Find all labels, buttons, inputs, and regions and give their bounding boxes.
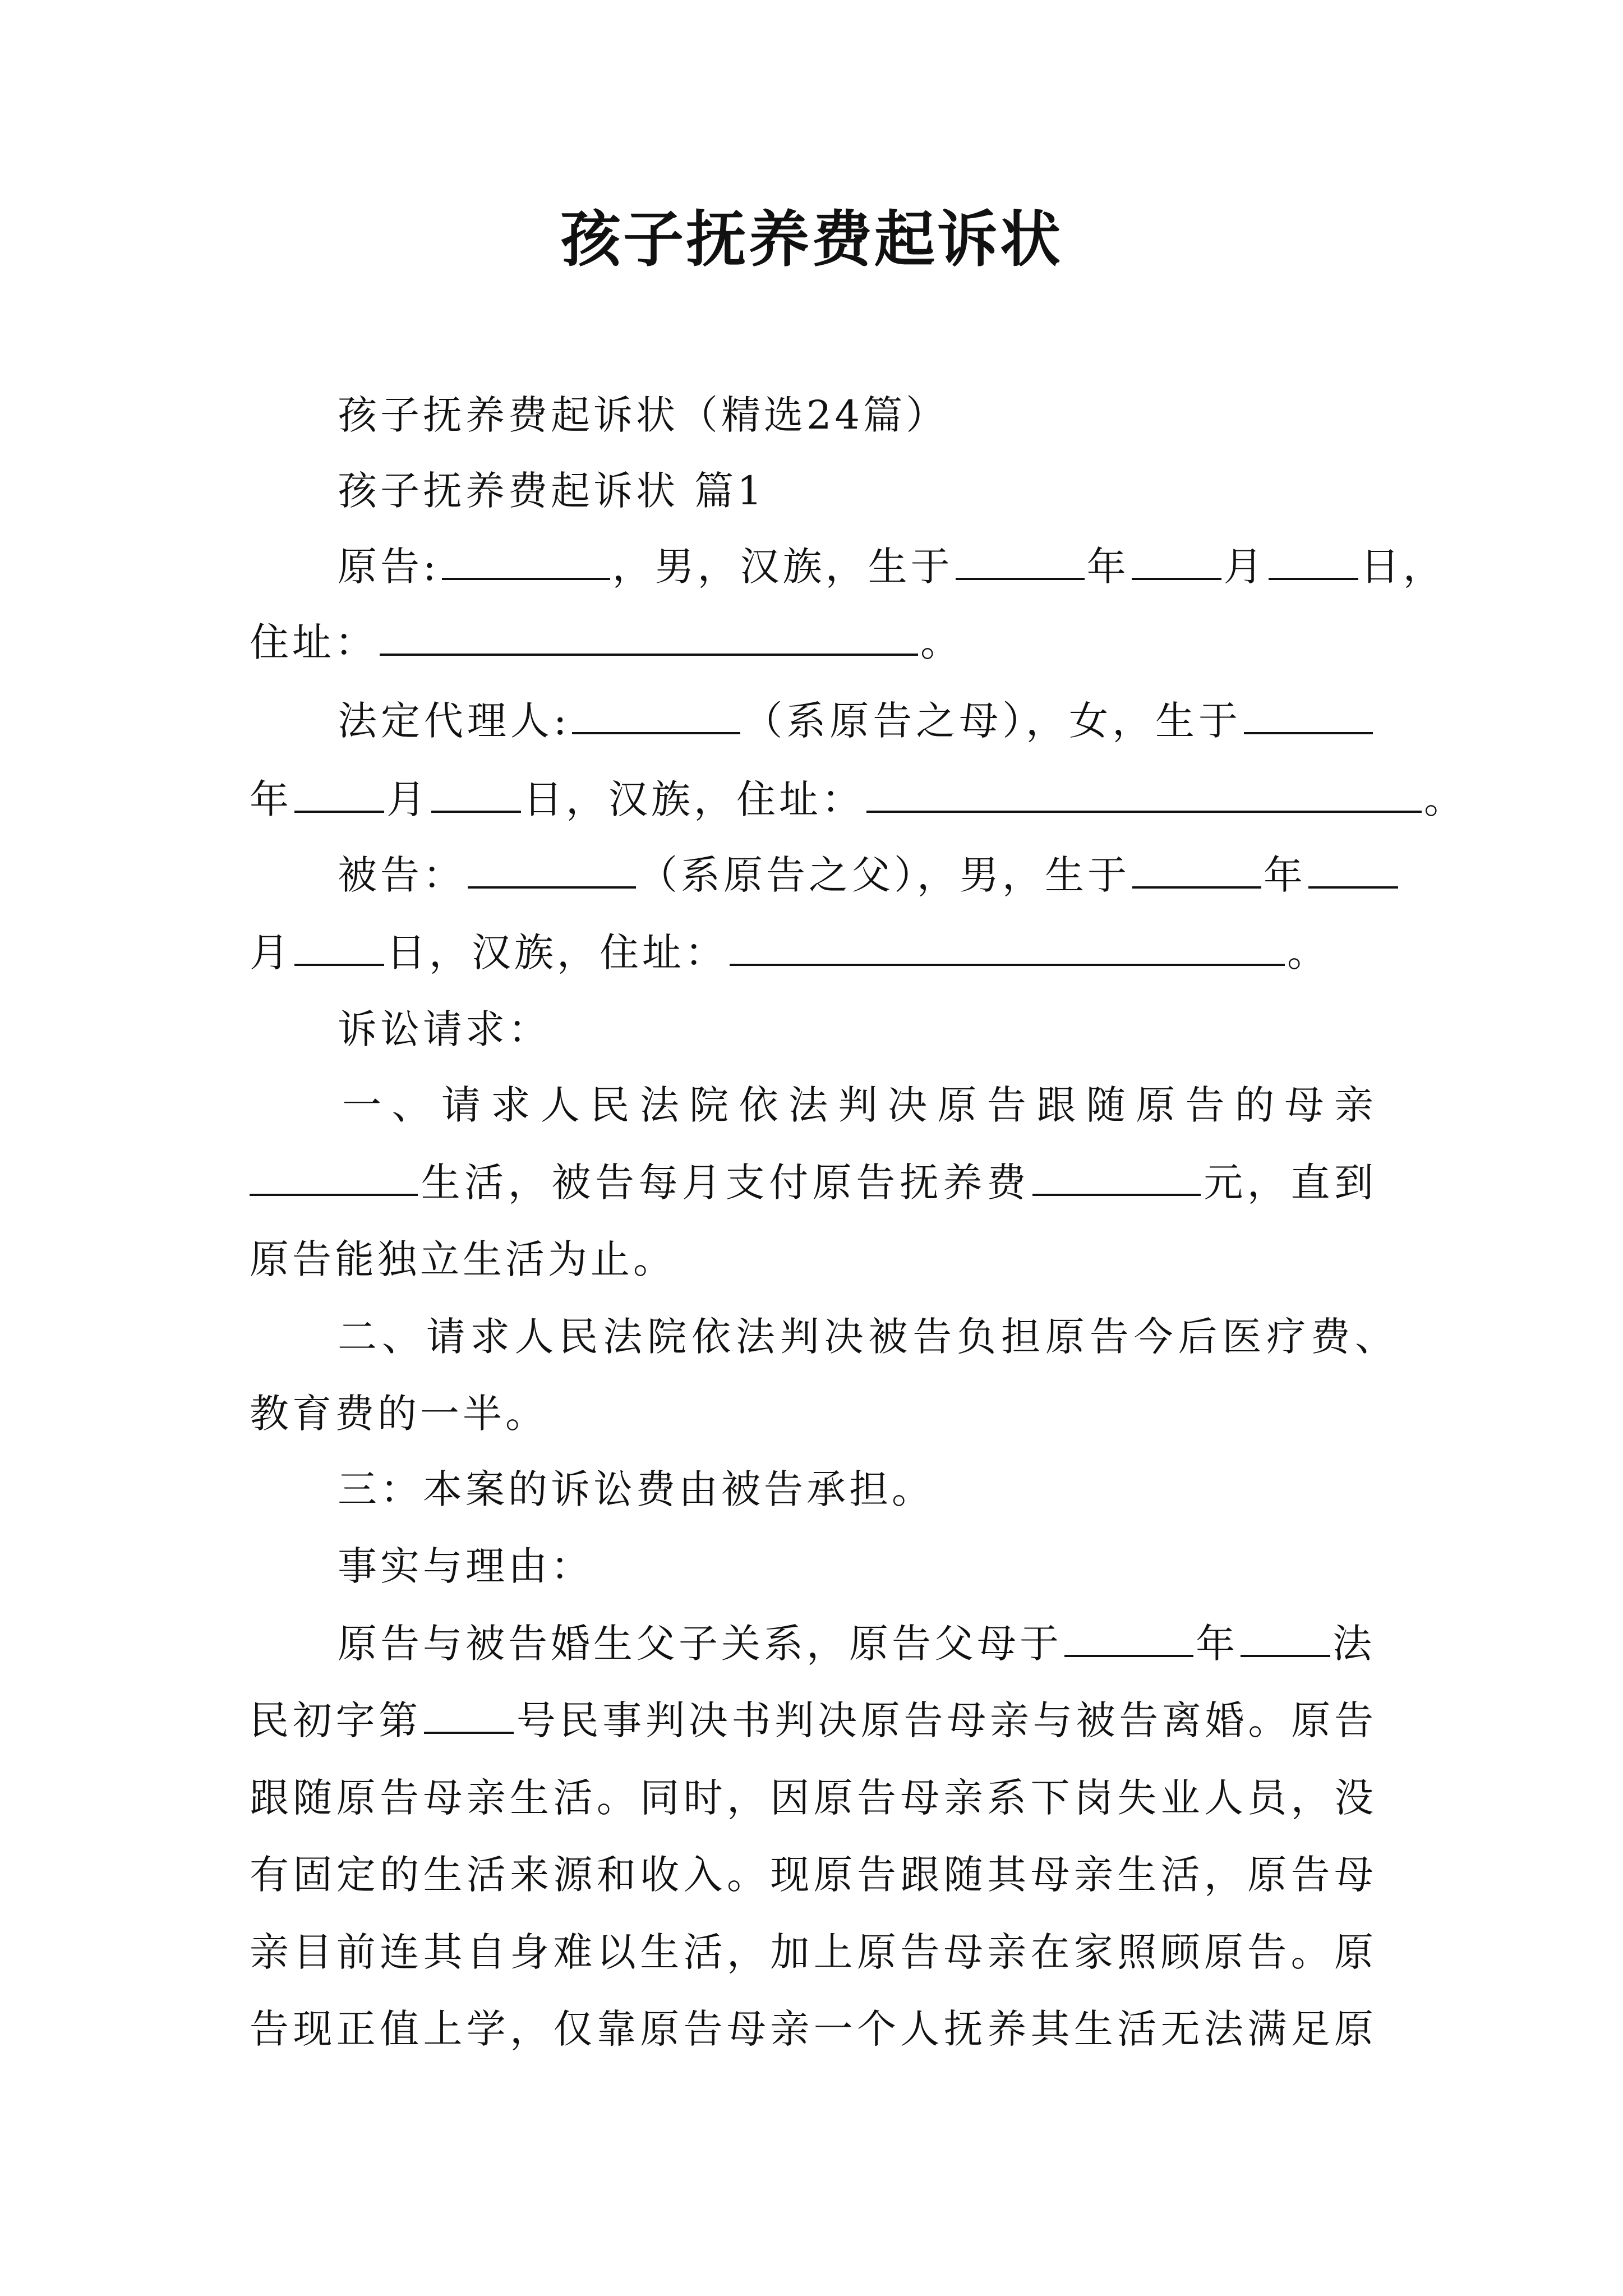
claim-2-line-1: 二、请求人民法院依法判决被告负担原告今后医疗费、	[338, 1314, 1398, 1360]
facts-line-2: 民初字第 号民事判决书判决原告母亲与被告离婚。原告	[250, 1697, 1377, 1743]
agent-year-blank	[1244, 697, 1373, 734]
claim-1-amount-blank	[1032, 1159, 1201, 1196]
defendant-line-1: 被告： （系原告之父），男，生于 年	[338, 847, 1375, 903]
agent-line-2: 年 月 日，汉族，住址： 。	[250, 776, 1467, 822]
part-heading: 孩子抚养费起诉状 篇1	[338, 468, 766, 514]
agent-month-blank	[294, 776, 384, 813]
claim-1-line-3: 原告能独立生活为止。	[250, 1236, 676, 1282]
plaintiff-line-1: 原告: ，男，汉族，生于 年 月 日，	[338, 544, 1446, 590]
facts-year-blank	[1064, 1620, 1193, 1657]
facts-line-1: 原告与被告婚生父子关系，原告父母于 年 法	[338, 1621, 1375, 1667]
claims-heading: 诉讼请求：	[338, 1006, 551, 1052]
facts-heading: 事实与理由：	[338, 1543, 593, 1589]
document-title: 孩子抚养费起诉状	[560, 205, 1063, 275]
defendant-address-blank	[730, 929, 1285, 966]
plaintiff-line-2: 住址： 。	[250, 619, 963, 665]
plaintiff-name-blank	[442, 543, 610, 580]
defendant-year-blank	[1132, 852, 1261, 889]
plaintiff-month-blank	[1132, 543, 1221, 580]
defendant-line-2: 月 日，汉族，住址： 。	[250, 930, 1330, 976]
claim-1-line-2: 生活，被告每月支付原告抚养费 元，直到	[250, 1154, 1377, 1211]
defendant-day-blank	[294, 929, 384, 966]
agent-address-blank	[866, 776, 1422, 813]
facts-line-6: 告现正值上学，仅靠原告母亲一个人抚养其生活无法满足原	[250, 2006, 1377, 2052]
facts-court-blank	[1241, 1620, 1330, 1657]
agent-name-blank	[572, 697, 740, 734]
agent-day-blank	[431, 776, 521, 813]
facts-line-5: 亲目前连其自身难以生活，加上原告母亲在家照顾原告。原	[250, 1929, 1377, 1975]
claim-3: 三：本案的诉讼费由被告承担。	[338, 1466, 934, 1512]
plaintiff-year-blank	[956, 543, 1085, 580]
facts-case-number-blank	[424, 1697, 514, 1734]
agent-line-1: 法定代理人: （系原告之母），女，生于	[338, 693, 1375, 749]
claim-1-line-1: 一、请求人民法院依法判决原告跟随原告的母亲	[342, 1082, 1377, 1128]
claim-2-line-2: 教育费的一半。	[250, 1391, 548, 1437]
defendant-month-blank	[1308, 852, 1398, 889]
subtitle: 孩子抚养费起诉状（精选24篇）	[338, 392, 949, 438]
facts-line-3: 跟随原告母亲生活。同时，因原告母亲系下岗失业人员，没	[250, 1775, 1377, 1821]
plaintiff-address-blank	[380, 619, 918, 656]
defendant-name-blank	[468, 852, 636, 889]
facts-line-4: 有固定的生活来源和收入。现原告跟随其母亲生活，原告母	[250, 1852, 1377, 1898]
plaintiff-day-blank	[1269, 543, 1358, 580]
claim-1-guardian-blank	[250, 1159, 418, 1196]
